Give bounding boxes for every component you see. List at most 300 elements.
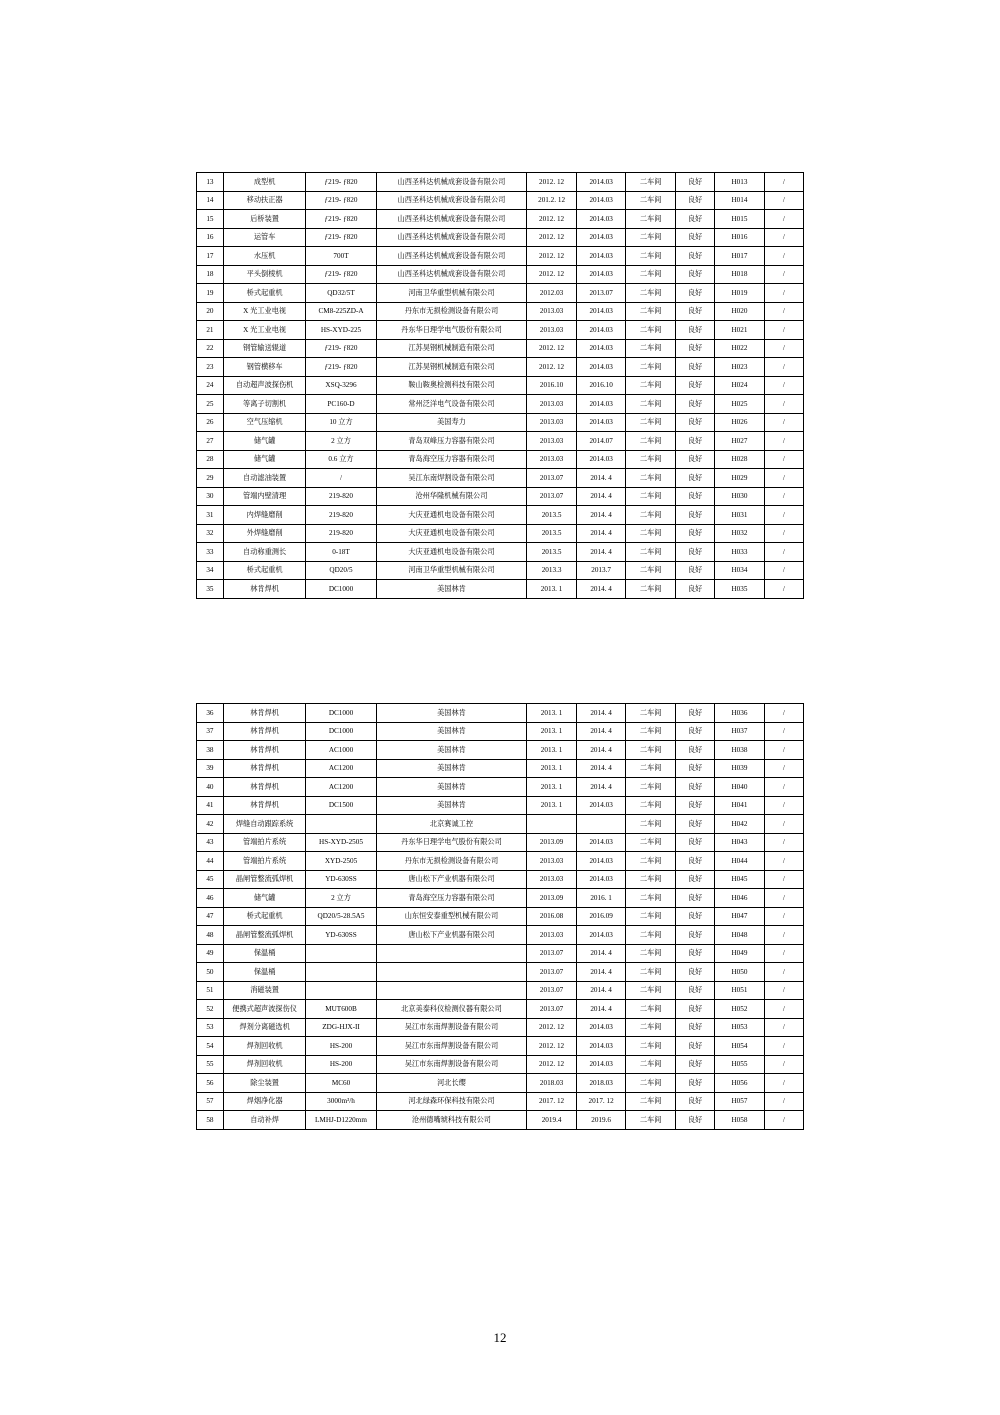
table-row [197,580,804,599]
table-cell: H041 [715,796,765,815]
table-row [197,561,804,580]
table-cell: H018 [715,265,765,284]
table-cell: / [764,1074,803,1093]
table-cell: H020 [715,302,765,321]
table-cell: 美国林肯 [376,778,527,797]
table-cell: 二车间 [626,778,676,797]
table-cell: 17 [197,247,224,266]
table-cell: 2014.03 [576,1055,626,1074]
table-cell: / [764,358,803,377]
table-row [197,778,804,797]
table-cell: / [764,450,803,469]
table-cell: 2014.03 [576,247,626,266]
table-cell: 2013.07 [527,487,577,506]
table-cell: 良好 [675,1018,714,1037]
table-cell: / [764,852,803,871]
table-cell: 良好 [675,833,714,852]
table-cell: 2016.09 [576,907,626,926]
table-cell: 2013. 1 [527,759,577,778]
table-row [197,704,804,723]
table-row [197,1055,804,1074]
table-body-1 [197,173,804,599]
table-cell: / [764,889,803,908]
table-cell: 2014.03 [576,302,626,321]
equipment-table-part-2 [196,703,804,1130]
table-cell: 2016.08 [527,907,577,926]
table-cell: / [764,759,803,778]
table-cell: 良好 [675,450,714,469]
table-cell: / [764,907,803,926]
table-row [197,1000,804,1019]
table-row [197,907,804,926]
table-cell: H057 [715,1092,765,1111]
table-cell: H037 [715,722,765,741]
table-cell: / [764,963,803,982]
table-cell [376,981,527,1000]
table-cell: / [764,506,803,525]
table-cell: QD20/5 [306,561,376,580]
table-cell: 3000m³/h [306,1092,376,1111]
equipment-table-part-1 [196,172,804,599]
table-cell: 2013.03 [527,926,577,945]
table-cell: 30 [197,487,224,506]
table-row [197,469,804,488]
table-cell: 2014.03 [576,450,626,469]
table-cell: ƒ219- ƒ820 [306,339,376,358]
table-row [197,358,804,377]
table-cell: H027 [715,432,765,451]
table-cell: / [764,944,803,963]
table-cell: 2013.03 [527,870,577,889]
table-cell: 38 [197,741,224,760]
table-cell: 焊剂回收机 [223,1037,306,1056]
table-row [197,852,804,871]
table-cell: 二车间 [626,1000,676,1019]
table-cell: 二车间 [626,944,676,963]
table-cell: 钢管横移车 [223,358,306,377]
table-cell: 2014.03 [576,1018,626,1037]
table-cell: 美国林肯 [376,741,527,760]
table-cell: 37 [197,722,224,741]
table-cell: 美国林肯 [376,704,527,723]
table-cell: 外焊缝磨削 [223,524,306,543]
table-cell: / [764,284,803,303]
table-cell: 二车间 [626,469,676,488]
table-cell: 2014. 4 [576,778,626,797]
table-cell: 2013. 1 [527,580,577,599]
table-cell: 2012.03 [527,284,577,303]
table-cell: 2013.7 [576,561,626,580]
table-cell: 29 [197,469,224,488]
table-cell: 2012. 12 [527,358,577,377]
table-cell: 2014. 4 [576,543,626,562]
table-cell: 二车间 [626,321,676,340]
table-cell: 2012. 12 [527,173,577,192]
table-cell: 储气罐 [223,432,306,451]
table-cell: 47 [197,907,224,926]
table-cell: H044 [715,852,765,871]
table-cell: / [764,561,803,580]
table-cell: 2014.07 [576,432,626,451]
table-cell: 自动超声波探伤机 [223,376,306,395]
table-cell: 良好 [675,358,714,377]
table-cell: 良好 [675,173,714,192]
table-cell: 2016. 1 [576,889,626,908]
table-cell: 河南卫华重型机械有限公司 [376,284,527,303]
table-cell: ƒ219- ƒ820 [306,358,376,377]
table-cell: 内焊缝磨削 [223,506,306,525]
table-cell: 15 [197,210,224,229]
table-cell: H025 [715,395,765,414]
table-cell: 良好 [675,796,714,815]
table-cell: 26 [197,413,224,432]
table-cell: 良好 [675,487,714,506]
table-cell: 二车间 [626,302,676,321]
table-cell: 2014. 4 [576,524,626,543]
table-cell: / [764,815,803,834]
table-cell: 唐山松下产业机器有限公司 [376,870,527,889]
table-cell: 良好 [675,852,714,871]
table-cell: 良好 [675,1074,714,1093]
table-cell: 山西圣科达机械成套设备有限公司 [376,265,527,284]
table-cell: H033 [715,543,765,562]
table-cell: 良好 [675,981,714,1000]
table-cell: HS-200 [306,1037,376,1056]
table-cell: / [764,704,803,723]
table-cell: 丹东华日理学电气股份有限公司 [376,833,527,852]
table-cell: 2014.03 [576,191,626,210]
table-row [197,524,804,543]
table-cell: DC1500 [306,796,376,815]
table-cell: 2013.07 [527,944,577,963]
table-cell: / [764,1037,803,1056]
table-cell: H052 [715,1000,765,1019]
table-cell: 大庆亚通机电设备有限公司 [376,543,527,562]
table-cell: 2013.07 [576,284,626,303]
table-cell: 2017. 12 [527,1092,577,1111]
table-cell: 林肯焊机 [223,759,306,778]
table-row [197,1092,804,1111]
table-cell: 33 [197,543,224,562]
table-cell: H040 [715,778,765,797]
table-cell: / [764,265,803,284]
table-cell: 2016.10 [527,376,577,395]
table-cell: 二车间 [626,963,676,982]
table-cell: 2014.03 [576,321,626,340]
table-cell: 2014. 4 [576,580,626,599]
table-cell: 二车间 [626,395,676,414]
table-cell: 2014.03 [576,265,626,284]
table-cell: / [764,1092,803,1111]
table-cell: 良好 [675,759,714,778]
table-cell: 北京赛诚工控 [376,815,527,834]
table-cell: 2014. 4 [576,704,626,723]
table-cell: H015 [715,210,765,229]
table-cell: 18 [197,265,224,284]
table-cell: 山西圣科达机械成套设备有限公司 [376,210,527,229]
table-cell: 林肯焊机 [223,741,306,760]
table-row [197,926,804,945]
table-cell: 良好 [675,210,714,229]
table-cell: 2019.4 [527,1111,577,1130]
table-cell: 山西圣科达机械成套设备有限公司 [376,228,527,247]
table-cell: 2013. 1 [527,704,577,723]
table-cell: 良好 [675,561,714,580]
table-cell: 2012. 12 [527,247,577,266]
table-cell: 二车间 [626,1037,676,1056]
table-cell: 二车间 [626,432,676,451]
table-cell: 2014.03 [576,413,626,432]
table-cell: H022 [715,339,765,358]
table-row [197,944,804,963]
table-cell: 鞍山鞍奥检测科技有限公司 [376,376,527,395]
table-row [197,963,804,982]
table-cell: 焊烟净化器 [223,1092,306,1111]
table-cell: / [764,722,803,741]
table-cell: 二车间 [626,228,676,247]
table-cell: 良好 [675,1055,714,1074]
table-row [197,1018,804,1037]
table-cell: 美国林肯 [376,796,527,815]
table-cell: 丹东华日理学电气股份有限公司 [376,321,527,340]
table-cell: 2012. 12 [527,228,577,247]
table-cell: 2013. 1 [527,778,577,797]
table-cell: 2014. 4 [576,487,626,506]
table-cell: 二车间 [626,173,676,192]
table-cell: H038 [715,741,765,760]
table-cell: 42 [197,815,224,834]
table-cell: 美国林肯 [376,580,527,599]
table-cell: 二车间 [626,981,676,1000]
table-cell: 吴江市东南焊割设备有限公司 [376,1037,527,1056]
table-cell: 2013.07 [527,1000,577,1019]
table-cell: 2013.5 [527,524,577,543]
table-cell: 2014.03 [576,395,626,414]
table-body-2 [197,704,804,1130]
table-cell: 2013. 1 [527,741,577,760]
table-cell: CM8-225ZD-A [306,302,376,321]
table-cell: H035 [715,580,765,599]
table-cell: 江苏昊钢机械制造有限公司 [376,358,527,377]
table-cell: 江苏昊钢机械制造有限公司 [376,339,527,358]
table-cell: 除尘装置 [223,1074,306,1093]
table-cell: 2014. 4 [576,963,626,982]
table-cell: 丹东市无损检测设备有限公司 [376,302,527,321]
table-cell: 31 [197,506,224,525]
table-cell: 钢管输送辊道 [223,339,306,358]
table-cell: 良好 [675,741,714,760]
table-cell: 24 [197,376,224,395]
table-cell: 良好 [675,432,714,451]
table-cell: MUT600B [306,1000,376,1019]
table-cell: 良好 [675,870,714,889]
table-cell: 良好 [675,302,714,321]
table-row [197,487,804,506]
table-cell: 45 [197,870,224,889]
table-cell: X 光工业电视 [223,302,306,321]
table-cell: 良好 [675,284,714,303]
table-cell: 青岛双峰压力容器有限公司 [376,432,527,451]
table-cell: 219-820 [306,487,376,506]
table-cell: 2013.09 [527,833,577,852]
table-cell: 二车间 [626,926,676,945]
table-cell: QD20/5-28.5A5 [306,907,376,926]
table-cell: 林肯焊机 [223,778,306,797]
table-cell: / [764,302,803,321]
table-cell: 2014.03 [576,339,626,358]
table-cell: HS-XYD-225 [306,321,376,340]
table-cell: 22 [197,339,224,358]
table-cell: 二车间 [626,1111,676,1130]
table-cell: 2013.09 [527,889,577,908]
table-cell: 河南卫华重型机械有限公司 [376,561,527,580]
table-cell: 2012. 12 [527,265,577,284]
table-cell: 二车间 [626,1055,676,1074]
table-cell: 良好 [675,1111,714,1130]
table-cell: 2013.5 [527,543,577,562]
table-cell: ƒ219- ƒ820 [306,191,376,210]
table-cell: 山东恒安泰重型机械有限公司 [376,907,527,926]
table-cell: 二车间 [626,741,676,760]
table-row [197,450,804,469]
table-cell: 39 [197,759,224,778]
table-cell: 二车间 [626,543,676,562]
table-row [197,870,804,889]
table-cell: DC1000 [306,580,376,599]
table-cell: 储气罐 [223,889,306,908]
table-cell: 2014. 4 [576,1000,626,1019]
table-cell: / [764,981,803,1000]
table-cell: H053 [715,1018,765,1037]
table-cell [306,963,376,982]
table-row [197,265,804,284]
table-cell: 北京美泰科仪检测仪器有限公司 [376,1000,527,1019]
table-cell: XSQ-3296 [306,376,376,395]
table-cell: 良好 [675,944,714,963]
table-cell: ZDG-HJX-II [306,1018,376,1037]
table-cell: 49 [197,944,224,963]
table-cell: 吴江市东南焊割设备有限公司 [376,1055,527,1074]
table-cell: H026 [715,413,765,432]
table-cell: H050 [715,963,765,982]
table-cell: / [764,432,803,451]
table-cell: 2018.03 [576,1074,626,1093]
table-cell: H028 [715,450,765,469]
table-cell: 二车间 [626,907,676,926]
table-cell: 保温桶 [223,963,306,982]
table-cell: H048 [715,926,765,945]
table-cell: 良好 [675,815,714,834]
table-cell: 二车间 [626,506,676,525]
table-cell: 林肯焊机 [223,704,306,723]
table-cell: 2012. 12 [527,1037,577,1056]
table-row [197,815,804,834]
table-cell: 良好 [675,580,714,599]
table-cell: 58 [197,1111,224,1130]
table-row [197,889,804,908]
table-cell: / [764,796,803,815]
table-cell: 二车间 [626,524,676,543]
table-cell: / [764,395,803,414]
table-cell: H042 [715,815,765,834]
table-cell: 良好 [675,963,714,982]
table-cell: 焊剂分离磁选机 [223,1018,306,1037]
table-row [197,321,804,340]
table-cell: 2014. 4 [576,759,626,778]
table-cell: 56 [197,1074,224,1093]
table-cell: 14 [197,191,224,210]
table-cell: 等离子切割机 [223,395,306,414]
table-cell: 21 [197,321,224,340]
table-cell: 良好 [675,889,714,908]
table-cell: ƒ219- ƒ820 [306,265,376,284]
table-cell: 大庆亚通机电设备有限公司 [376,506,527,525]
table-cell: YD-630SS [306,870,376,889]
table-cell: ƒ219- ƒ820 [306,210,376,229]
table-cell: 美国林肯 [376,722,527,741]
table-cell: 2014.03 [576,228,626,247]
table-cell [306,815,376,834]
table-row [197,376,804,395]
table-cell: 二车间 [626,265,676,284]
table-cell: / [764,376,803,395]
table-cell: H055 [715,1055,765,1074]
table-cell: 46 [197,889,224,908]
table-cell: 2014. 4 [576,722,626,741]
table-cell: 二车间 [626,339,676,358]
table-cell: 良好 [675,543,714,562]
table-cell: 良好 [675,413,714,432]
table-cell: / [764,1111,803,1130]
table-cell: 山西圣科达机械成套设备有限公司 [376,173,527,192]
table-cell: 57 [197,1092,224,1111]
table-cell: 2013.03 [527,432,577,451]
table-cell: / [764,870,803,889]
table-cell: 2014.03 [576,870,626,889]
table-cell: 2012. 12 [527,339,577,358]
table-row [197,796,804,815]
table-cell: 良好 [675,191,714,210]
table-cell: H014 [715,191,765,210]
table-row [197,228,804,247]
table-cell: H016 [715,228,765,247]
table-cell: 消磁装置 [223,981,306,1000]
table-cell: 大庆亚通机电设备有限公司 [376,524,527,543]
table-cell: 0-18T [306,543,376,562]
table-cell: 良好 [675,524,714,543]
table-cell: 林肯焊机 [223,722,306,741]
table-cell: 自动滤油装置 [223,469,306,488]
table-cell: 2013.07 [527,963,577,982]
table-cell: / [764,321,803,340]
table-cell: 25 [197,395,224,414]
table-row [197,284,804,303]
table-cell: 水压机 [223,247,306,266]
table-cell: 0.6 立方 [306,450,376,469]
table-cell: 二车间 [626,796,676,815]
table-cell: PC160-D [306,395,376,414]
table-cell: 管端内壁清理 [223,487,306,506]
table-cell: YD-630SS [306,926,376,945]
table-cell: 2014.03 [576,1037,626,1056]
table-cell: 良好 [675,704,714,723]
table-cell: / [764,247,803,266]
table-cell: 二车间 [626,833,676,852]
table-cell [527,815,577,834]
table-cell: 2013.3 [527,561,577,580]
table-cell: 201.2. 12 [527,191,577,210]
table-cell: 桥式起重机 [223,284,306,303]
